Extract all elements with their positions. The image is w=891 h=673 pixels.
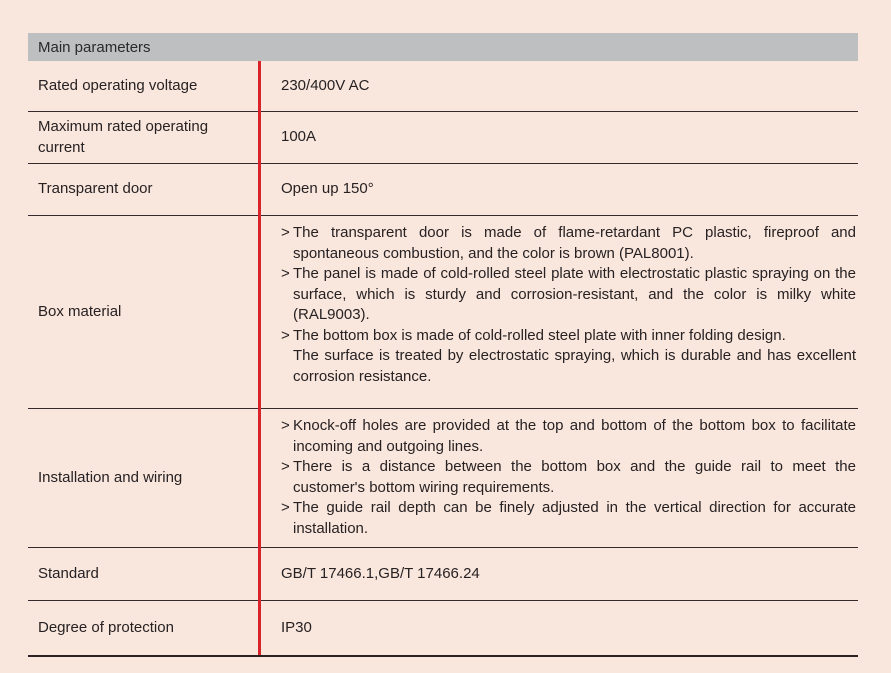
- bullet-item: [281, 457, 856, 498]
- parameters-table: [28, 33, 858, 657]
- table-row: [28, 216, 858, 409]
- bullet-item: [281, 416, 856, 457]
- column-divider: [258, 61, 261, 655]
- row-value: [260, 112, 858, 163]
- bullet-item: [281, 326, 856, 347]
- bullet-text: The guide rail depth can be finely adjusted in the vertical direction for accurate installation.: [293, 499, 856, 537]
- bullet-marker: >: [281, 499, 290, 516]
- bullet-text: There is a distance between the bottom box and the guide rail to meet the customer's bottom wiring requirements.: [293, 458, 856, 496]
- value-text: 100A: [281, 128, 317, 146]
- bullet-text: The panel is made of cold-rolled steel plate with electrostatic plastic spraying on the surface, which is sturdy and corrosion-resistant, and the color is milky white (RAL9003).: [293, 265, 856, 323]
- value-text: Open up 150°: [281, 180, 374, 198]
- table-row: [28, 61, 858, 112]
- bullet-item: [281, 223, 856, 264]
- row-value: [260, 409, 858, 547]
- bullet-note: The surface is treated by electrostatic spraying, which is durable and has excellent corrosion resistance.: [293, 347, 856, 385]
- row-label: Box material: [38, 302, 122, 320]
- bullet-marker: >: [281, 265, 290, 282]
- table-title: Main parameters: [38, 38, 151, 56]
- row-label: Degree of protection: [38, 618, 174, 636]
- table-row: [28, 601, 858, 655]
- table-row: [28, 112, 858, 164]
- value-text: IP30: [281, 618, 312, 636]
- bullet-text: The transparent door is made of flame-retardant PC plastic, fireproof and spontaneous combustion, and the color is brown (PAL8001).: [293, 224, 856, 262]
- bullet-item: [281, 498, 856, 539]
- bullet-item: [281, 264, 856, 326]
- table-row: [28, 548, 858, 601]
- row-value: [260, 216, 858, 408]
- row-label: Standard: [38, 564, 99, 582]
- row-value: [260, 548, 858, 600]
- row-label: Maximum rated operating current: [38, 118, 209, 156]
- row-value: [260, 164, 858, 215]
- table-header: [28, 33, 858, 61]
- bullet-text: The bottom box is made of cold-rolled steel plate with inner folding design.: [293, 326, 786, 344]
- bullet-marker: >: [281, 458, 290, 475]
- bullet-marker: >: [281, 224, 290, 241]
- table-row: [28, 409, 858, 548]
- row-label: Installation and wiring: [38, 468, 183, 486]
- row-value: [260, 61, 858, 111]
- value-text: GB/T 17466.1,GB/T 17466.24: [281, 564, 480, 582]
- bullet-text: Knock-off holes are provided at the top and bottom of the bottom box to facilitate incoming and outgoing lines.: [293, 417, 856, 455]
- row-value: [260, 601, 858, 655]
- table-row: [28, 164, 858, 216]
- bullet-marker: >: [281, 326, 290, 344]
- value-text: 230/400V AC: [281, 76, 370, 94]
- row-label: Transparent door: [38, 180, 153, 198]
- row-label: Rated operating voltage: [38, 76, 198, 94]
- bullet-marker: >: [281, 417, 290, 434]
